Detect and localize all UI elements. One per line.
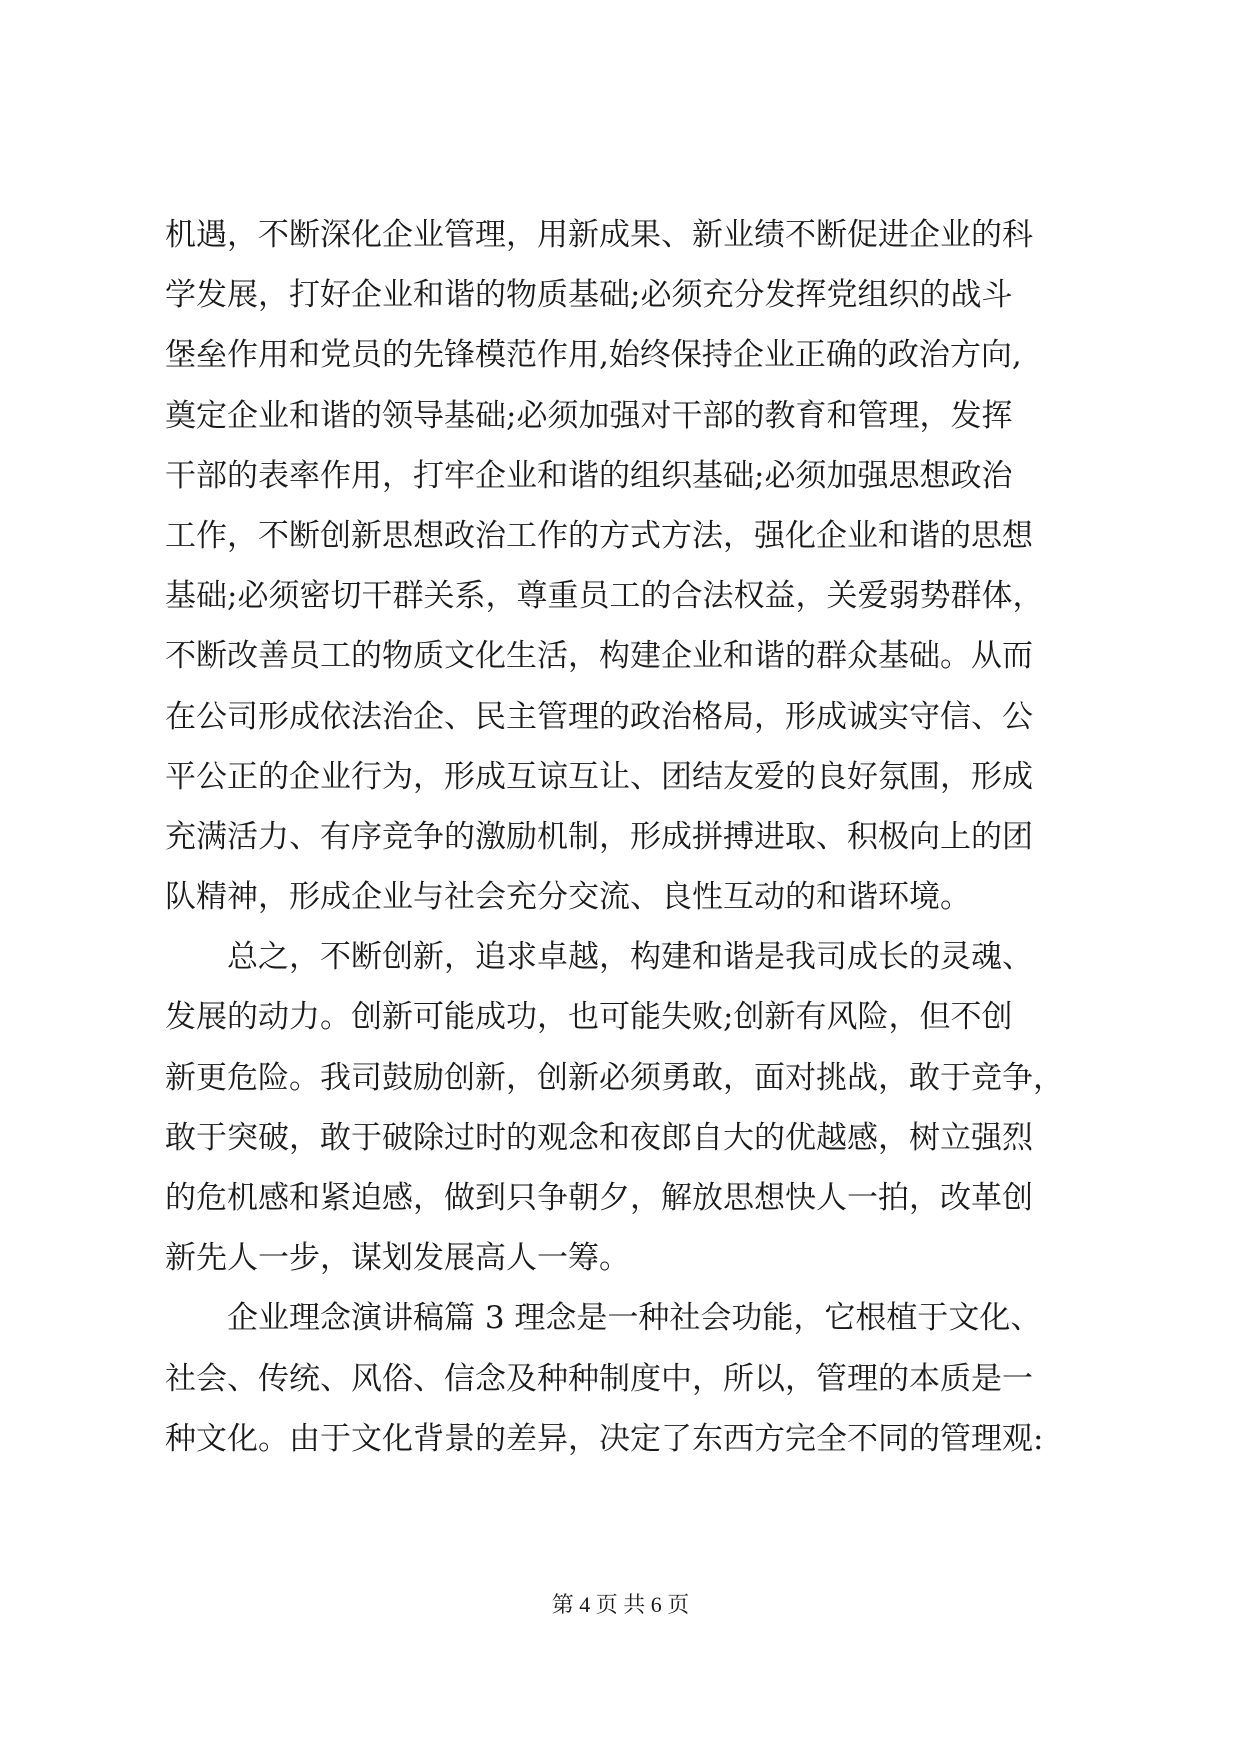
body-text: [165, 205, 1125, 1469]
text-line: 新更危险。我司鼓励创新，创新必须勇敢，面对挑战，敢于竞争，: [165, 1059, 1064, 1096]
text-line: 充满活力、有序竞争的激励机制，形成拼搏进取、积极向上的团: [165, 818, 1033, 855]
text-line: 企业理念演讲稿篇 3 理念是一种社会功能，它根植于文化、: [165, 1300, 1042, 1337]
text-line: 社会、传统、风俗、信念及种种制度中，所以，管理的本质是一: [165, 1360, 1033, 1397]
text-line: 平公正的企业行为，形成互谅互让、团结友爱的良好氛围，形成: [165, 758, 1033, 795]
text-line: 新先人一步，谋划发展高人一筹。: [165, 1240, 630, 1277]
text-line: 在公司形成依法治企、民主管理的政治格局，形成诚实守信、公: [165, 698, 1033, 735]
text-line: 奠定企业和谐的领导基础;必须加强对干部的教育和管理，发挥: [165, 397, 1013, 434]
text-line: 干部的表率作用，打牢企业和谐的组织基础;必须加强思想政治: [165, 457, 1013, 494]
text-line: 学发展，打好企业和谐的物质基础;必须充分发挥党组织的战斗: [165, 277, 1013, 314]
text-line: 队精神，形成企业与社会充分交流、良性互动的和谐环境。: [165, 879, 971, 916]
text-line: 敢于突破，敢于破除过时的观念和夜郎自大的优越感，树立强烈: [165, 1119, 1033, 1156]
text-line: 基础;必须密切干群关系，尊重员工的合法权益，关爱弱势群体，: [165, 578, 1044, 615]
text-line: 机遇，不断深化企业管理，用新成果、新业绩不断促进企业的科: [165, 217, 1033, 253]
page-number-footer: 第 4 页 共 6 页: [551, 1592, 690, 1617]
text-line: 不断改善员工的物质文化生活，构建企业和谐的群众基础。从而: [165, 638, 1033, 675]
text-line: 总之，不断创新，追求卓越，构建和谐是我司成长的灵魂、: [165, 939, 1033, 976]
text-line: 堡垒作用和党员的先锋模范作用,始终保持企业正确的政治方向,: [165, 337, 1022, 374]
text-line: 的危机感和紧迫感，做到只争朝夕，解放思想快人一拍，改革创: [165, 1180, 1033, 1216]
text-line: 种文化。由于文化背景的差异，决定了东西方完全不同的管理观:: [165, 1420, 1044, 1457]
text-line: 工作，不断创新思想政治工作的方式方法，强化企业和谐的思想: [165, 517, 1033, 554]
text-line: 发展的动力。创新可能成功，也可能失败;创新有风险，但不创: [165, 999, 1013, 1036]
